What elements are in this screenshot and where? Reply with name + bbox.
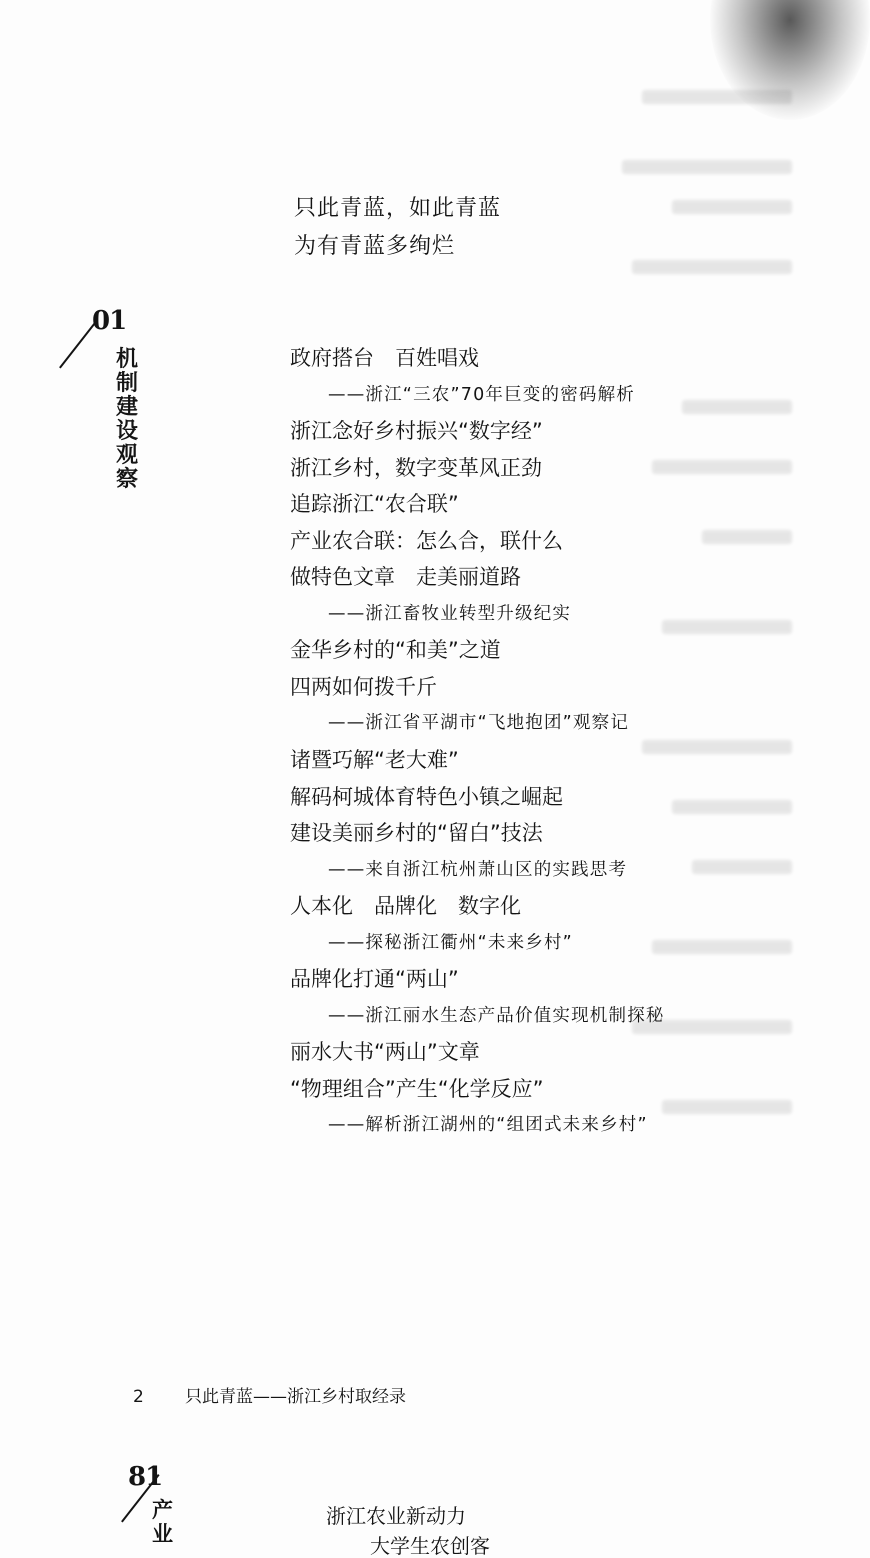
toc-entry[interactable]: 金华乡村的“和美”之道 (290, 638, 501, 663)
toc-subtitle[interactable]: ——解析浙江湖州的“组团式未来乡村” (328, 1115, 648, 1136)
next-entry-cut-line: 大学生农创客 (370, 1534, 490, 1558)
heading-line-2: 为有青蓝多绚烂 (294, 234, 456, 259)
toc-entry[interactable]: 追踪浙江“农合联” (290, 492, 459, 517)
toc-entry[interactable]: 人本化 品牌化 数字化 (290, 894, 521, 919)
toc-entry[interactable]: 建设美丽乡村的“留白”技法 (290, 821, 543, 846)
toc-entry[interactable]: “物理组合”产生“化学反应” (290, 1076, 544, 1101)
toc-subtitle[interactable]: ——浙江省平湖市“飞地抱团”观察记 (328, 713, 630, 734)
next-section-marker (128, 1462, 173, 1546)
next-section-number: 81 (128, 1462, 163, 1492)
table-of-contents (290, 340, 770, 1144)
toc-entry[interactable]: 解码柯城体育特色小镇之崛起 (290, 784, 563, 809)
page-footer (133, 1382, 406, 1407)
page-corner-shadow (710, 0, 870, 120)
toc-entry[interactable]: 做特色文章 走美丽道路 (290, 565, 521, 590)
section-number: 01 (92, 306, 127, 336)
toc-entry[interactable]: 产业农合联：怎么合，联什么 (290, 528, 563, 553)
toc-subtitle[interactable]: ——浙江“三农”70年巨变的密码解析 (328, 384, 635, 405)
toc-entry[interactable]: 诸暨巧解“老大难” (290, 748, 459, 773)
section-title: 机制建设观察 (115, 347, 138, 492)
book-title: 只此青蓝——浙江乡村取经录 (185, 1387, 406, 1407)
toc-entry[interactable]: 浙江念好乡村振兴“数字经” (290, 419, 543, 444)
toc-entry[interactable]: 浙江乡村，数字变革风正劲 (290, 455, 542, 480)
toc-entry[interactable]: 政府搭台 百姓唱戏 (290, 346, 479, 370)
heading-line-1: 只此青蓝，如此青蓝 (294, 196, 502, 221)
next-entry-title: 浙江农业新动力 (326, 1504, 466, 1528)
toc-subtitle[interactable]: ——探秘浙江衢州“未来乡村” (328, 932, 573, 953)
part-heading (294, 190, 501, 266)
toc-subtitle[interactable]: ——浙江畜牧业转型升级纪实 (328, 603, 572, 624)
toc-entry[interactable]: 丽水大书“两山”文章 (290, 1040, 480, 1065)
toc-entry[interactable]: 四两如何拨千斤 (290, 674, 437, 699)
toc-subtitle[interactable]: ——浙江丽水生态产品价值实现机制探秘 (328, 1005, 665, 1026)
page-number: 2 (133, 1387, 144, 1407)
toc-entry[interactable]: 品牌化打通“两山” (290, 967, 459, 992)
toc-subtitle[interactable]: ——来自浙江杭州萧山区的实践思考 (328, 859, 628, 880)
section-slash (59, 320, 98, 369)
next-section-title: 产业 (152, 1498, 173, 1546)
